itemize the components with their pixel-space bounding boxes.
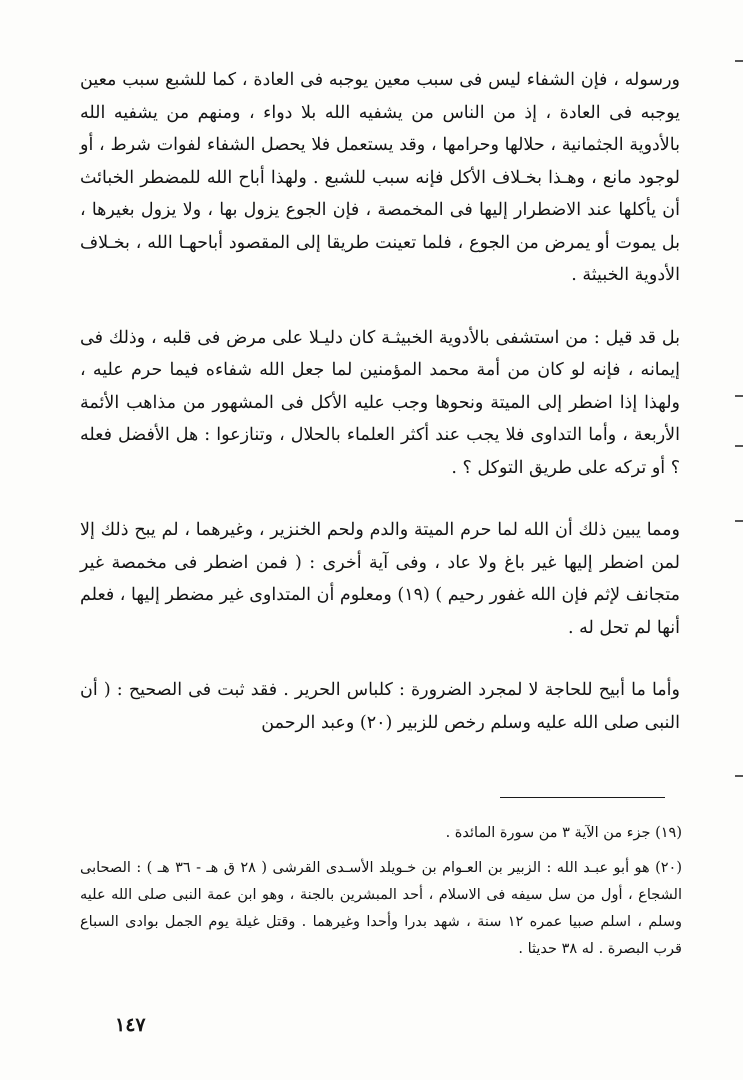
paragraph-1: ورسوله ، فإن الشفاء ليس فى سبب معين يوجبه فى العادة ، كما للشبع سبب معين يوجبه فى العادة ، إذ من الناس من يشفيه الله بلا دواء ، ومنهم من يشفيه الله بالأدوية الجثمانية ، حلالها وحرامها ، وقد يستعمل فلا يحصل الشفاء لفوات شرط ، أو لوجود مانع ، وهـذا بخـلاف الأكل فإنه سبب للشبع . ولهذا أباح الله للمضطر الخبائث أن يأكلها عند الاضطرار إليها فى المخمصة ، فإن الجوع يزول بها ، ولا يزول بغيرها ، بل يموت أو يمرض من الجوع ، فلما تعينت طريقا إلى المقصود أباحهـا الله ، بخـلاف الأدوية الخبيثة . bbox=[80, 70, 680, 285]
footnotes bbox=[80, 820, 682, 971]
page-number: ١٤٧ bbox=[115, 1014, 146, 1036]
paragraph-4: وأما ما أبيح للحاجة لا لمجرد الضرورة : كلباس الحرير . فقد ثبت فى الصحيح : ( أن النبى صلى الله عليه وسلم رخص للزبير (٢٠) وعبد الرحمن bbox=[80, 680, 680, 733]
margin-mark bbox=[735, 775, 743, 777]
paragraph-2: بل قد قيل : من استشفى بالأدوية الخبيثـة كان دليـلا على مرض فى قلبه ، وذلك فى إيمانه ، فإنه لو كان من أمة محمد المؤمنين لما جعل الله شفاءه فيما حرم عليه ، ولهذا إذا اضطر إلى الميتة ونحوها وجب عليه الأكل فى المشهور من مذاهب الأئمة الأربعة ، وأما التداوى فلا يجب عند أكثر العلماء بالحلال ، وتنازعوا : هل الأفضل فعله ؟ أو تركه على طريق التوكل ؟ . bbox=[80, 327, 680, 478]
footnote-separator bbox=[500, 797, 665, 798]
footnote-20: (٢٠) هو أبو عبـد الله : الزبير بن العـوام بن خـويلد الأسـدى القرشى ( ٢٨ ق هـ - ٣٦ هـ ) : الصحابى الشجاع ، أول من سل سيفه فى الاسلام ، أحد المبشرين بالجنة ، وهو ابن عمة النبى صلى الله عليه وسلم ، اسلم صبيا عمره ١٢ سنة ، شهد بدرا وأحدا وغيرهما . وقتل غيلة يوم الجمل بوادى السباع قرب البصرة . له ٣٨ حديثا . bbox=[80, 860, 682, 957]
margin-mark bbox=[735, 445, 743, 447]
footnote-19: (١٩) جزء من الآية ٣ من سورة المائدة . bbox=[445, 825, 682, 841]
paragraph-3: ومما يبين ذلك أن الله لما حرم الميتة والدم ولحم الخنزير ، وغيرهما ، لم يبح ذلك إلا لمن اضطر إليها غير باغ ولا عاد ، وفى آية أخرى : ( فمن اضطر فى مخمصة غير متجانف لإثم فإن الله غفور رحيم ) (١٩) ومعلوم أن المتداوى غير مضطر إليها ، فعلم أنها لم تحل له . bbox=[80, 520, 680, 638]
margin-mark bbox=[735, 395, 743, 397]
margin-mark bbox=[735, 520, 743, 522]
margin-mark bbox=[735, 60, 743, 62]
main-text bbox=[80, 64, 680, 769]
